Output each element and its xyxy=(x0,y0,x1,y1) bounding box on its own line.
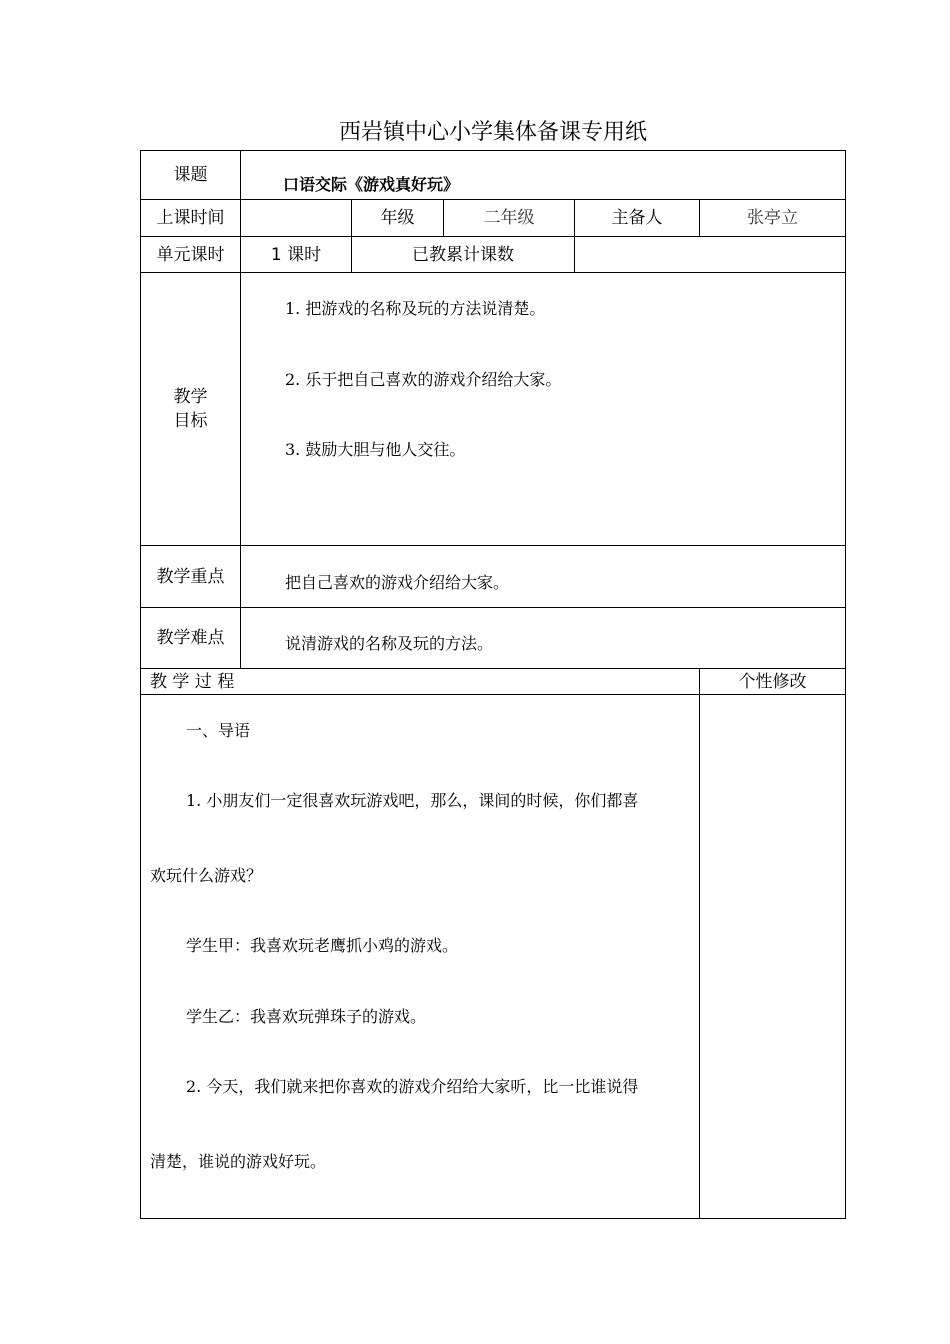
process-line: 1. 小朋友们一定很喜欢玩游戏吧，那么，课间的时候，你们都喜 xyxy=(186,791,639,810)
objectives-label-line: 教学 xyxy=(173,387,208,407)
table-border-top xyxy=(140,150,846,151)
unit-value: 1 课时 xyxy=(270,244,322,265)
unit-label: 单元课时 xyxy=(156,244,225,265)
objective-item: 3. 鼓励大胆与他人交往。 xyxy=(285,440,466,459)
objectives-label xyxy=(141,273,240,545)
key-point-text: 把自己喜欢的游戏介绍给大家。 xyxy=(285,573,510,592)
row-divider xyxy=(140,272,846,273)
process-line: 2. 今天，我们就来把你喜欢的游戏介绍给大家听，比一比谁说得 xyxy=(186,1077,639,1096)
table-border-right xyxy=(845,150,846,1219)
objective-item: 2. 乐于把自己喜欢的游戏介绍给大家。 xyxy=(285,370,562,389)
process-line: 欢玩什么游戏？ xyxy=(150,866,263,885)
process-label: 教 学 过 程 xyxy=(150,671,235,692)
process-line: 学生甲：我喜欢玩老鹰抓小鸡的游戏。 xyxy=(186,936,459,955)
table-border-bottom xyxy=(140,1218,846,1219)
objective-item: 1. 把游戏的名称及玩的方法说清楚。 xyxy=(285,299,546,318)
row-divider xyxy=(140,694,846,695)
time-value xyxy=(241,200,351,236)
row-divider xyxy=(140,545,846,546)
host-label: 主备人 xyxy=(611,208,663,228)
taught-label: 已教累计课数 xyxy=(412,244,514,265)
page-title: 西岩镇中心小学集体备课专用纸 xyxy=(338,120,647,145)
revise-label: 个性修改 xyxy=(738,671,807,692)
topic-label: 课题 xyxy=(173,165,208,185)
difficulty-label: 教学难点 xyxy=(156,628,225,648)
row-divider xyxy=(140,607,846,608)
objectives-label-line: 目标 xyxy=(173,411,208,431)
host-value: 张亭立 xyxy=(747,208,798,228)
grade-value: 二年级 xyxy=(483,208,535,228)
taught-value xyxy=(575,237,845,272)
process-line: 一、导语 xyxy=(186,721,251,740)
key-point-label: 教学重点 xyxy=(156,566,225,587)
revise-column-divider xyxy=(699,668,700,1219)
grade-label: 年级 xyxy=(380,208,415,228)
difficulty-text: 说清游戏的名称及玩的方法。 xyxy=(285,634,494,653)
topic-value: 口语交际《游戏真好玩》 xyxy=(283,175,460,194)
time-label: 上课时间 xyxy=(156,208,225,228)
process-line: 学生乙：我喜欢玩弹珠子的游戏。 xyxy=(186,1007,427,1026)
process-line: 清楚，谁说的游戏好玩。 xyxy=(150,1152,327,1171)
